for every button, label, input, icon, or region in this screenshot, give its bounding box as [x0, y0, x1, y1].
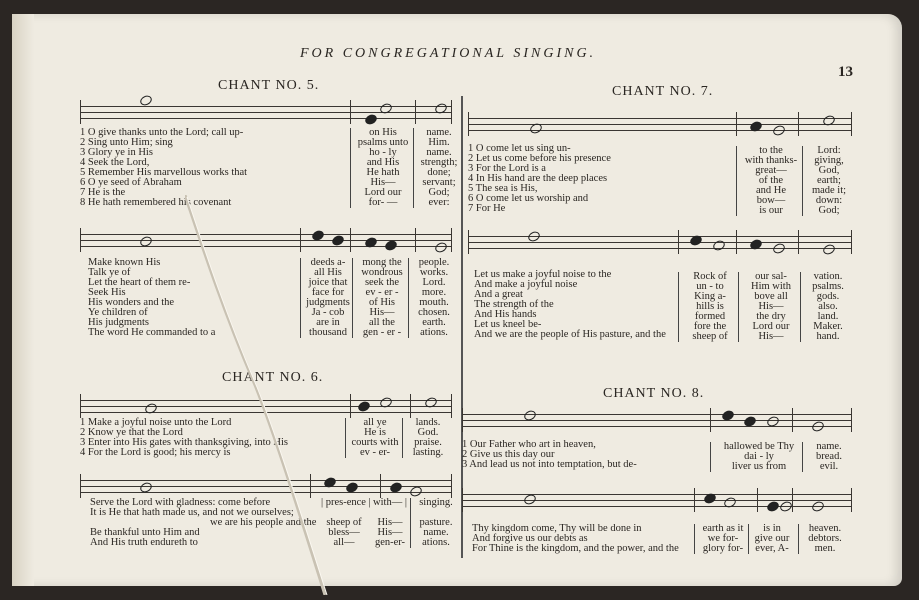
note — [144, 402, 159, 415]
note — [723, 496, 738, 509]
chant-7-staff-1 — [468, 112, 852, 136]
chant-8-col-4: is in give our ever, A- — [748, 524, 792, 554]
chant-5-col-1: on His psalms unto ho - ly and His He hath His— Lord our for- — — [350, 128, 412, 208]
note — [772, 242, 787, 255]
note — [712, 239, 727, 252]
chant-7-title: CHANT NO. 7. — [612, 84, 714, 99]
page-gutter — [12, 14, 34, 586]
chant-6-col-5: singing. pasture. name. ations. — [410, 498, 458, 548]
chant-6-verses: 1 Make a joyful noise unto the Lord 2 Know ye that the Lord 3 Enter into His gates with thanksgiving, into His 4 For the Lord is good; his mercy is — [80, 417, 288, 458]
chant-7-staff-2 — [468, 230, 852, 254]
chant-7-verses: 1 O come let us sing un- 2 Let us come before his presence 3 For the Lord is a 4 In His hand are the deep places 5 The sea is His, 6 O come let us worship and 7 For He — [468, 143, 611, 214]
chant-6-col-1: all ye He is courts with ev - er- — [345, 418, 401, 458]
note — [772, 124, 787, 137]
chant-5-verses: 1 O give thanks unto the Lord; call up- 2 Sing unto Him; sing 3 Glory ye in His 4 Seek the Lord, 5 Remember His marvellous works that 6 O ye seed of Abraham 7 He is the 8 He hath remembered his covenant — [80, 127, 248, 208]
chant-8-title: CHANT NO. 8. — [603, 386, 705, 401]
chant-6-verses-2: Serve the Lord with gladness: come before It is He that hath made us, and not we ourselves; we are his people and the Be thankful unto Him and And His truth endureth to — [90, 497, 317, 548]
chant-7-verses-2: Let us make a joyful noise to the And make a joyful noise And a great The strength of the And His hands Let us kneel be- And we are the people of His pasture, and the — [474, 269, 666, 340]
note — [323, 476, 338, 489]
note — [766, 500, 781, 513]
note — [379, 102, 394, 115]
note — [424, 396, 439, 409]
chant-8-verses: 1 Our Father who art in heaven, 2 Give us this day our 3 And lead us not into temptation, but de- — [462, 439, 637, 470]
note — [379, 396, 394, 409]
chant-5-title: CHANT NO. 5. — [218, 78, 320, 93]
chant-6-col-4: with— | His— His— gen-er- — [373, 497, 407, 548]
chant-5-col-4: mong the wondrous seek the ev - er - of His His— all the gen - er - — [352, 258, 408, 338]
chant-5-col-3: deeds a- all His joice that face for judgments Ja - cob are in thousand — [300, 258, 352, 338]
chant-7-col-2: Lord: giving, God, earth; made it; down: God; — [802, 146, 852, 216]
chant-8-staff-2 — [462, 488, 852, 512]
page-number: 13 — [838, 64, 853, 80]
chant-6-col-3: | pres-ence | sheep of bless— all— — [321, 497, 371, 548]
chant-8-verses-2: Thy kingdom come, Thy will be done in And forgive us our debts as For Thine is the kingdom, and the power, and the — [472, 523, 679, 554]
chant-5-col-5: people. works. Lord. more. mouth. chosen. earth. ations. — [408, 258, 456, 338]
chant-6-col-2: lands. God. praise. lasting. — [402, 418, 450, 458]
chant-8-col-3: earth as it we for- glory for- — [694, 524, 748, 554]
chant-5-staff-2 — [80, 228, 452, 252]
chant-7-col-5: vation. psalms. gods. also. land. Maker. hand. — [800, 272, 852, 342]
chant-5-col-2: name. Him. name. strength; done; servant; God; ever: — [413, 128, 461, 208]
chant-8-col-2: name. bread. evil. — [802, 442, 852, 472]
chant-8-col-5: heaven. debtors. men. — [798, 524, 848, 554]
chant-7-col-1: to the with thanks- great— of the and He bow— is our — [736, 146, 802, 216]
chant-5-staff-1 — [80, 100, 452, 124]
note — [364, 236, 379, 249]
note — [811, 420, 826, 433]
chant-5-verses-2: Make known His Talk ye of Let the heart of them re- Seek His His wonders and the Ye children of His judgments The word He commanded to a — [88, 257, 216, 338]
chant-6-staff-2 — [80, 474, 452, 498]
chant-6-title: CHANT NO. 6. — [222, 370, 324, 385]
chant-8-staff-1 — [462, 408, 852, 432]
chant-6-staff-1 — [80, 394, 452, 418]
chant-8-col-1: hallowed be Thy dai - ly liver us from — [710, 442, 804, 472]
note — [434, 102, 449, 115]
note — [822, 114, 837, 127]
note — [749, 120, 764, 133]
note — [811, 500, 826, 513]
chant-7-col-4: our sal- Him with bove all His— the dry Lord our His— — [738, 272, 800, 342]
chant-7-col-3: Rock of un - to King a- hills is formed fore the sheep of — [678, 272, 738, 342]
note — [749, 238, 764, 251]
page-header: FOR CONGREGATIONAL SINGING. — [300, 46, 597, 61]
